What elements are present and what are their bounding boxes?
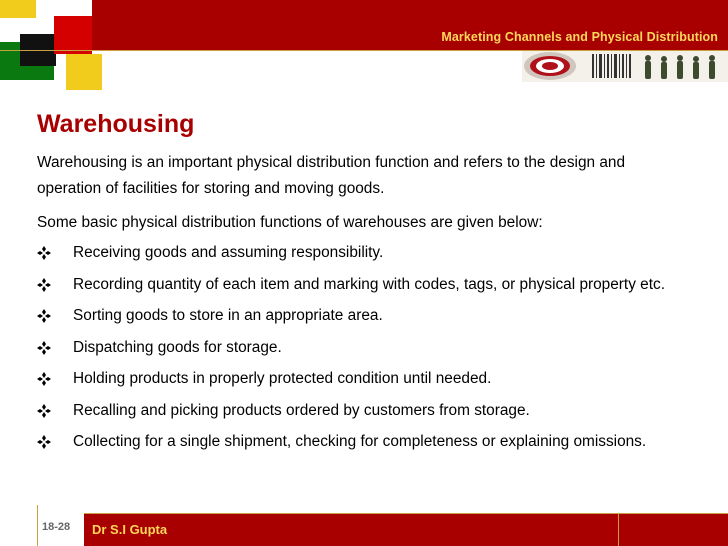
- slide-title: Warehousing: [37, 110, 195, 138]
- list-item: [37, 304, 673, 328]
- list-item-text: Collecting for a single shipment, checking for completeness or explaining omissions.: [73, 433, 647, 450]
- footer-band: [84, 514, 728, 546]
- target-barcode-people-image: [522, 51, 728, 82]
- functions-list: [37, 241, 673, 462]
- list-item-text: Sorting goods to store in an appropriate area.: [73, 307, 383, 324]
- diamond-bullet-icon: [37, 246, 51, 260]
- diamond-bullet-icon: [37, 309, 51, 323]
- list-item-text: Recording quantity of each item and marking with codes, tags, or physical property etc.: [73, 275, 665, 293]
- list-item: [37, 273, 673, 297]
- list-item: [37, 399, 673, 423]
- list-item-text: Holding products in properly protected condition until needed.: [73, 370, 492, 387]
- diamond-bullet-icon: [37, 404, 51, 418]
- business-people-icon: [645, 55, 715, 79]
- list-item-text: Dispatching goods for storage.: [73, 338, 282, 356]
- barcode-icon: [592, 54, 631, 78]
- diamond-bullet-icon: [37, 435, 51, 449]
- diamond-bullet-icon: [37, 278, 51, 292]
- header-title: Marketing Channels and Physical Distribution: [441, 30, 718, 44]
- list-item: [37, 367, 673, 391]
- slide-number: 18-28: [42, 521, 71, 533]
- logo-square-yellow-bottom: [66, 54, 102, 90]
- diamond-bullet-icon: [37, 341, 51, 355]
- logo-square-gap: [56, 54, 66, 64]
- footer-band-divider: [618, 514, 619, 546]
- list-item: [37, 336, 673, 360]
- author-name: Dr S.I Gupta: [92, 522, 168, 537]
- diamond-bullet-icon: [37, 372, 51, 386]
- logo-square-red: [54, 16, 92, 54]
- list-item: [37, 241, 673, 265]
- list-item-text: Recalling and picking products ordered by customers from storage.: [73, 401, 530, 419]
- list-item-text: Receiving goods and assuming responsibility.: [73, 244, 384, 261]
- header-photo-strip: [522, 51, 728, 82]
- target-icon: [524, 52, 576, 80]
- lead-sentence: Some basic physical distribution functions of warehouses are given below:: [37, 214, 543, 231]
- logo-square-yellow-top: [0, 0, 36, 18]
- footer-left-divider: [37, 505, 38, 546]
- intro-paragraph: Warehousing is an important physical distribution function and refers to the design and operation of facilities for storing and moving goods.: [37, 154, 626, 197]
- list-item: [37, 430, 673, 454]
